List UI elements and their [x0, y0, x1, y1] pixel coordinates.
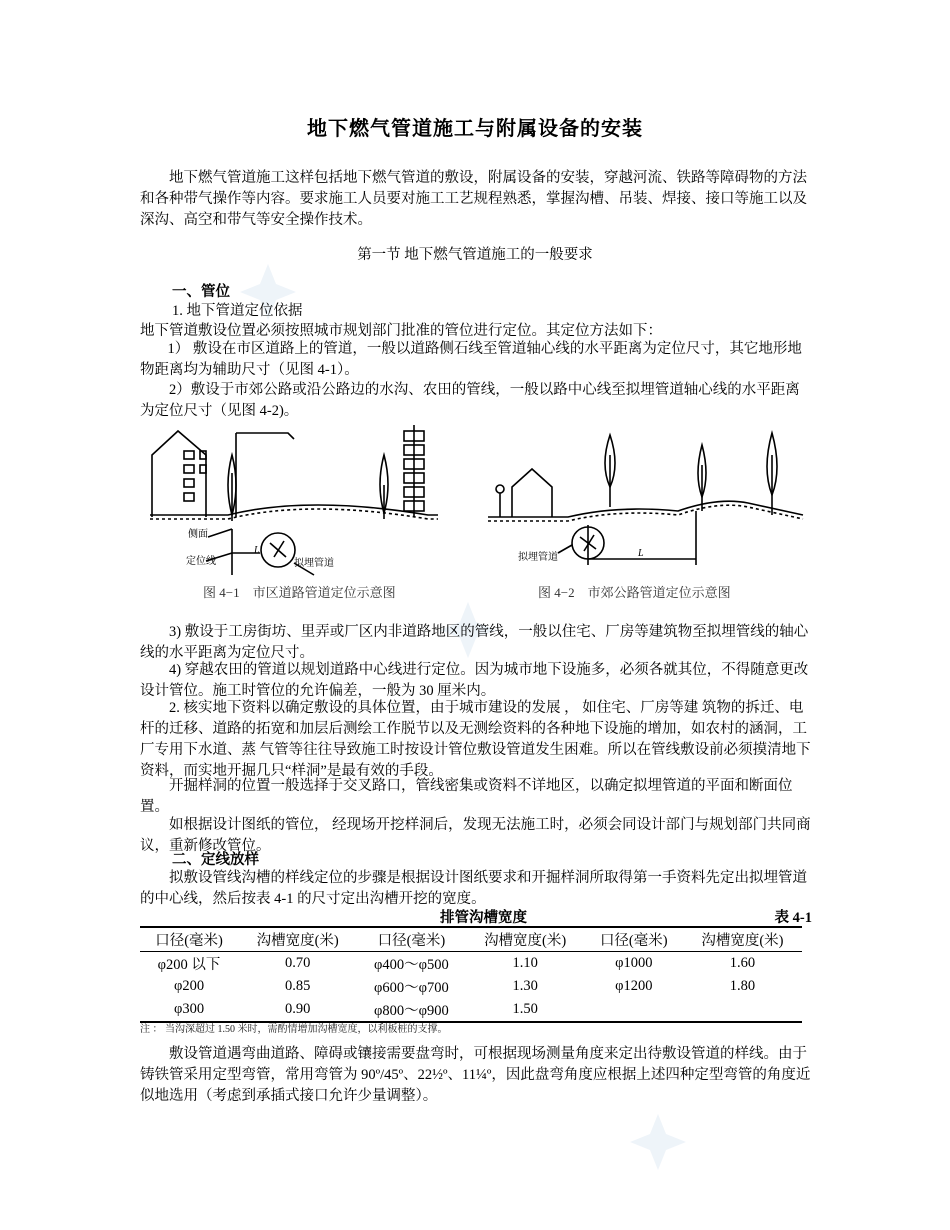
label-L-left: L	[254, 545, 260, 556]
paragraph: 1. 地下管道定位依据	[172, 303, 303, 319]
table-number: 表 4-1	[774, 910, 812, 926]
column-header: 口径(毫米)	[585, 927, 683, 952]
figure-caption-4-1: 图 4−1 市区道路管道定位示意图	[203, 585, 396, 600]
figure-caption-4-2: 图 4−2 市郊公路管道定位示意图	[538, 585, 731, 600]
column-header: 沟槽宽度(米)	[466, 927, 585, 952]
page-title: 地下燃气管道施工与附属设备的安装	[307, 118, 643, 140]
label-pipe-left: 拟埋管道	[294, 558, 334, 569]
paragraph: 开掘样洞的位置一般选择于交叉路口，管线密集或资料不详地区，以确定拟埋管道的平面和断面位置。	[140, 778, 793, 815]
table-note: 注 ： 当沟深超过 1.50 米时，需酌情增加沟槽宽度，以利板桩的支撑。	[140, 1024, 448, 1035]
table-cell: φ800～φ900	[357, 998, 465, 1022]
paragraph: 如根据设计图纸的管位， 经现场开挖样洞后，发现无法施工时，必须会同设计部门与规划部门共同商议，重新修改管位。	[140, 817, 811, 854]
intro-paragraph: 地下燃气管道施工这样包括地下燃气管道的敷设，附属设备的安装，穿越河流、铁路等障碍物的方法和各种带气操作等内容。要求施工人员要对施工工艺规程熟悉，掌握沟槽、吊装、焊接、接口等施工以及深沟、高空和带气等安全操作技术。	[140, 170, 807, 228]
heading-pipe-position: 一、管位	[172, 284, 230, 300]
trench-width-table	[140, 926, 802, 1023]
column-header: 沟槽宽度(米)	[683, 927, 802, 952]
column-header: 口径(毫米)	[357, 927, 465, 952]
section-heading: 第一节 地下燃气管道施工的一般要求	[357, 247, 593, 263]
table-cell: φ200	[173, 978, 205, 994]
table-cell	[585, 998, 683, 1022]
table-cell: φ400～φ500	[374, 957, 449, 973]
paragraph: 4) 穿越农田的管道以规划道路中心线进行定位。因为城市地下设施多，必须各就其位，不得随意更改设计管位。施工时管位的允许偏差，一般为 30 厘米内。	[140, 662, 809, 699]
positioning-diagrams	[148, 425, 808, 605]
table-cell: 1.50	[466, 998, 585, 1022]
paragraph: 拟敷设管线沟槽的样线定位的步骤是根据设计图纸要求和开掘样洞所取得第一手资料先定出拟埋管道的中心线，然后按表 4-1 的尺寸定出沟槽开挖的宽度。	[140, 870, 807, 907]
column-header: 沟槽宽度(米)	[238, 927, 357, 952]
table-row	[140, 952, 802, 976]
table-cell: φ1200	[615, 978, 653, 994]
table-cell: 1.60	[729, 955, 756, 971]
table-cell: φ300	[140, 998, 238, 1022]
label-locate-line: 定位线	[186, 556, 216, 567]
table-title: 排管沟槽宽度	[440, 910, 527, 926]
table-cell: 0.85	[284, 978, 311, 994]
table-row	[140, 975, 802, 998]
table-row	[140, 998, 802, 1022]
paragraph: 地下管道敷设位置必须按照城市规划部门批准的管位进行定位。其定位方法如下：	[140, 323, 662, 339]
table-cell: φ1000	[615, 955, 653, 971]
column-header: 口径(毫米)	[140, 927, 238, 952]
label-pipe-right: 拟埋管道	[518, 552, 558, 563]
paragraph: 敷设管道遇弯曲道路、障碍或镶接需要盘弯时，可根据现场测量角度来定出待敷设管道的样线。由于铸铁管采用定型弯管，常用弯管为 90º/45º、22½º、11¼º，因此盘弯角度应根据上述四种定型弯管的角度近似地选用（考虑到承插式接口允许少量调整）。	[140, 1046, 811, 1104]
watermark-snowflake-icon	[628, 1112, 688, 1172]
heading-setting-out: 二、定线放样	[172, 852, 259, 868]
label-L-right: L	[638, 548, 644, 559]
table-header-row	[140, 927, 802, 952]
label-side: 侧面	[188, 529, 208, 540]
paragraph: 1） 敷设在市区道路上的管道，一般以道路侧石线至管道轴心线的水平距离为定位尺寸，其它地形地物距离均为辅助尺寸（见图 4-1）。	[140, 341, 802, 378]
paragraph: 3) 敷设于工房街坊、里弄或厂区内非道路地区的管线，一般以住宅、厂房等建筑物至拟埋管线的轴心线的水平距离为定位尺寸。	[140, 624, 809, 661]
table-cell: φ600～φ700	[374, 980, 449, 996]
table-cell	[683, 998, 802, 1022]
table-cell: 1.80	[729, 978, 756, 994]
table-cell: 1.30	[512, 978, 538, 994]
paragraph: 2. 核实地下资料以确定敷设的具体位置，由于城市建设的发展 ， 如住宅、厂房等建 筑物的拆迁、电杆的迁移、道路的拓宽和加层后测绘工作脱节以及无测绘资料的各种地下设施的增加，如农村的涵洞，工厂专用下水道、蒸 气管等往往导致施工时按设计管位敷设管道发生困难。所以在管线敷设前必须摸清地下资料，而实地开掘几只“样洞”是最有效的手段。	[140, 700, 811, 779]
table-cell: 0.70	[284, 955, 311, 971]
paragraph: 2）敷设于市郊公路或沿公路边的水沟、农田的管线，一般以路中心线至拟埋管道轴心线的水平距离为定位尺寸（见图 4-2)。	[140, 382, 800, 419]
table-cell: 0.90	[238, 998, 357, 1022]
table-cell: φ200 以下	[157, 957, 221, 973]
table-cell: 1.10	[512, 955, 538, 971]
